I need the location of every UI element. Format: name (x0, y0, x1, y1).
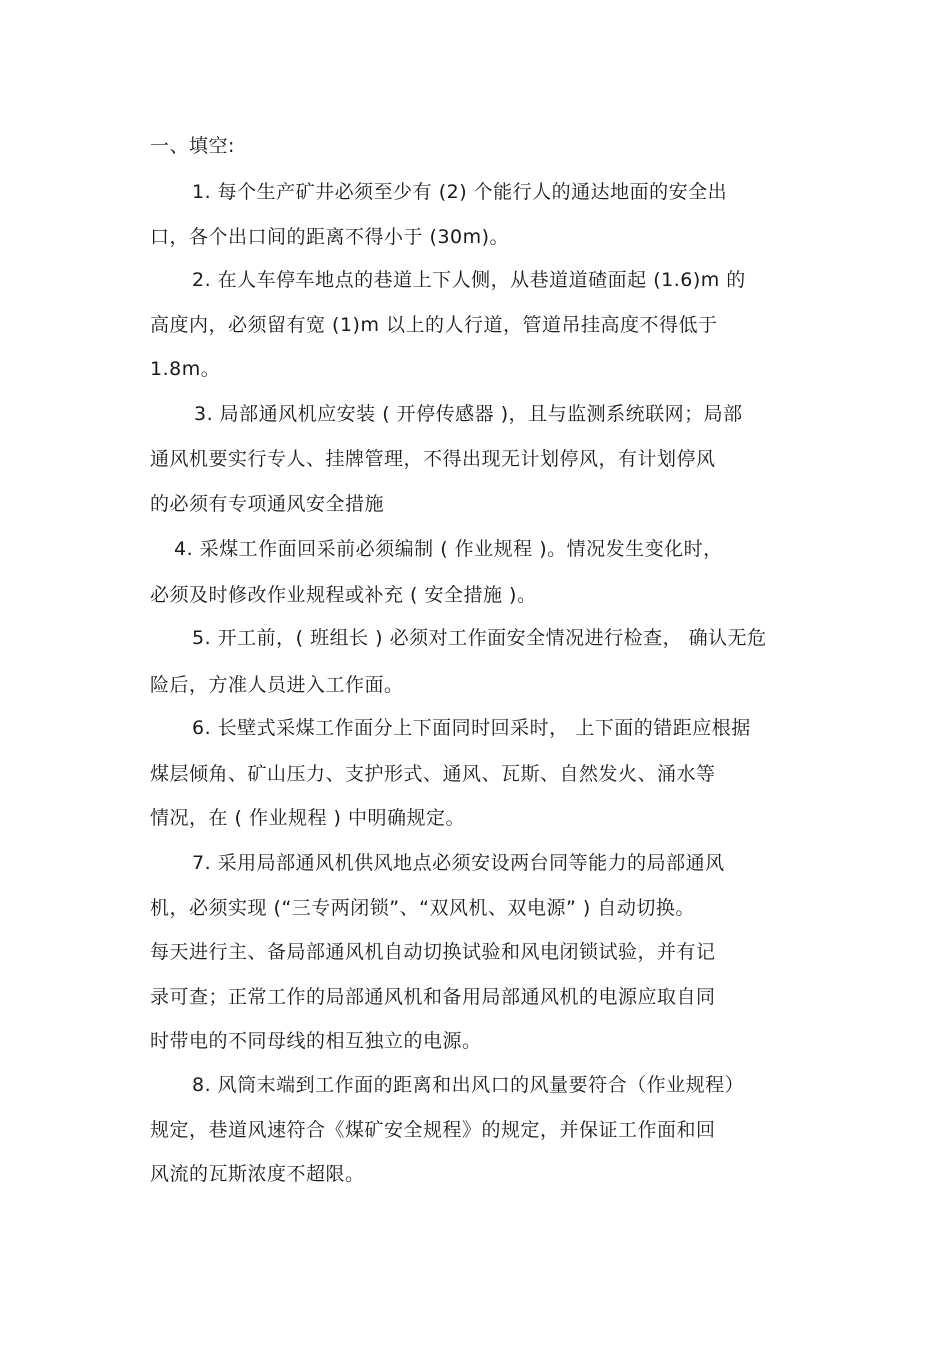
paragraph-line: 5. 开工前，( 班组长 ) 必须对工作面安全情况进行检查， 确认无危 (192, 627, 767, 649)
paragraph-line: 的必须有专项通风安全措施 (150, 493, 385, 515)
paragraph-line: 7. 采用局部通风机供风地点必须安设两台同等能力的局部通风 (192, 852, 725, 874)
paragraph-line: 风流的瓦斯浓度不超限。 (150, 1163, 365, 1185)
paragraph-line: 每天进行主、备局部通风机自动切换试验和风电闭锁试验，并有记 (150, 941, 716, 963)
paragraph-line: 情况，在 ( 作业规程 ) 中明确规定。 (150, 807, 465, 829)
paragraph-line: 1. 每个生产矿井必须至少有 (2) 个能行人的通达地面的安全出 (192, 181, 728, 203)
paragraph-line: 1.8m。 (150, 358, 221, 380)
paragraph-line: 6. 长壁式采煤工作面分上下面同时回采时， 上下面的错距应根据 (192, 717, 751, 739)
paragraph-line: 必须及时修改作业规程或补充 ( 安全措施 )。 (150, 584, 537, 606)
section-heading: 一、填空: (150, 135, 235, 157)
paragraph-line: 3. 局部通风机应安装 ( 开停传感器 )，且与监测系统联网；局部 (194, 403, 743, 425)
paragraph-line: 2. 在人车停车地点的巷道上下人侧，从巷道道碴面起 (1.6)m 的 (192, 269, 746, 291)
paragraph-line: 煤层倾角、矿山压力、支护形式、通风、瓦斯、自然发火、涌水等 (150, 763, 716, 785)
paragraph-line: 4. 采煤工作面回采前必须编制 ( 作业规程 )。情况发生变化时， (174, 538, 723, 560)
paragraph-line: 通风机要实行专人、挂牌管理，不得出现无计划停风，有计划停风 (150, 448, 716, 470)
paragraph-line: 机，必须实现 (“三专两闭锁”、“双风机、双电源” ) 自动切换。 (150, 897, 695, 919)
paragraph-line: 录可查；正常工作的局部通风机和备用局部通风机的电源应取自同 (150, 986, 716, 1008)
paragraph-line: 口，各个出口间的距离不得小于 (30m)。 (150, 226, 510, 248)
paragraph-line: 时带电的不同母线的相互独立的电源。 (150, 1030, 482, 1052)
paragraph-line: 高度内，必须留有宽 (1)m 以上的人行道，管道吊挂高度不得低于 (150, 314, 718, 336)
paragraph-line: 8. 风筒末端到工作面的距离和出风口的风量要符合（作业规程） (192, 1074, 745, 1096)
paragraph-line: 险后，方准人员进入工作面。 (150, 674, 404, 696)
paragraph-line: 规定，巷道风速符合《煤矿安全规程》的规定，并保证工作面和回 (150, 1119, 716, 1141)
